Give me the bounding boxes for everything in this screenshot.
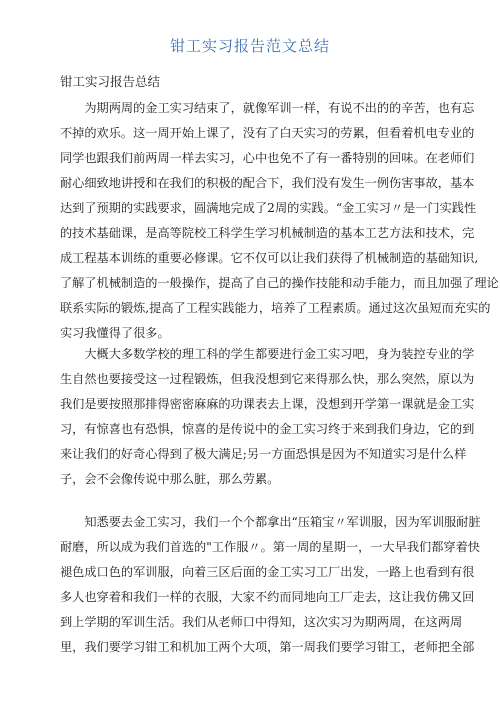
text-line: 不掉的欢乐。这一周开始上课了，没有了白天实习的劳累，但看着机电专业的 (60, 126, 475, 140)
paragraph-3 (60, 510, 481, 660)
text-line: 知悉要去金工实习，我们一个个都拿出“压箱宝〃军训服，因为军训服耐脏 (60, 515, 481, 529)
text-line: 耐心细致地讲授和在我们的积极的配合下，我们没有发生一例伤害事故，基本 (60, 176, 475, 190)
text-line: 了解了机械制造的一般操作，提高了自己的操作技能和动手能力，而且加强了理论 (60, 276, 499, 290)
text-line: 成工程基本训练的重要必修课。它不仅可以让我们获得了机械制造的基础知识, (60, 251, 479, 265)
text-line: 大概大多数学校的理工科的学生都要进行金工实习吧，身为装控专业的学 (60, 347, 475, 361)
text-line: 里，我们要学习钳工和机加工两个大项，第一周我们要学习钳工，老师把全部 (60, 640, 475, 654)
paragraph-2 (60, 342, 475, 492)
text-line: 来让我们的好奇心得到了极大满足;另一方面恐惧是因为不知道实习是什么样 (60, 447, 467, 461)
text-line: 耐磨，所以成为我们首选的"工作服〃。第一周的星期一，一大早我们都穿着快 (60, 540, 480, 554)
text-line: 习，有惊喜也有恐惧，惊喜的是传说中的金工实习终于来到我们身边，它的到 (60, 422, 475, 436)
text-line: 为期两周的金工实习结束了，就像军训一样，有说不出的的辛苦，也有忘 (60, 101, 475, 115)
text-line: 实习我懂得了很多。 (60, 326, 170, 340)
text-line: 到上学期的军训生活。我们从老师口中得知，这次实习为期两周，在这两周 (60, 615, 463, 629)
text-line: 达到了预期的实践要求，圆满地完成了2周的实践。“金工实习〃是一门实践性 (60, 201, 477, 215)
text-line: 同学也跟我们前两周一样去实习，心中也免不了有一番特别的回味。在老师们 (60, 151, 475, 165)
document-subtitle: 钳工实习报告总结 (60, 74, 161, 89)
text-line: 生自然也要接受这一过程锻炼，但我没想到它来得那么快，那么突然，原以为 (60, 372, 475, 386)
document-title: 钳工实习报告范文总结 (169, 37, 330, 55)
text-line: 褪色成口色的军训服，向着三区后面的金工实习工厂出发，一路上也看到有很 (60, 565, 475, 579)
text-line: 多人也穿着和我们一样的衣服，大家不约而同地向工厂走去，这让我仿佛又回 (60, 590, 475, 604)
paragraph-1 (60, 96, 499, 346)
text-line: 我们是要按照那排得密密麻麻的功课表去上课，没想到开学第一课就是金工实 (60, 397, 475, 411)
text-line: 子，会不会像传说中那么脏，那么劳累。 (60, 472, 280, 486)
text-line: 联系实际的锻炼,提高了工程实践能力，培养了工程素质。通过这次虽短而充实的 (60, 301, 491, 315)
text-line: 的技术基础课，是高等院校工科学生学习机械制造的基本工艺方法和技术，完 (60, 226, 475, 240)
